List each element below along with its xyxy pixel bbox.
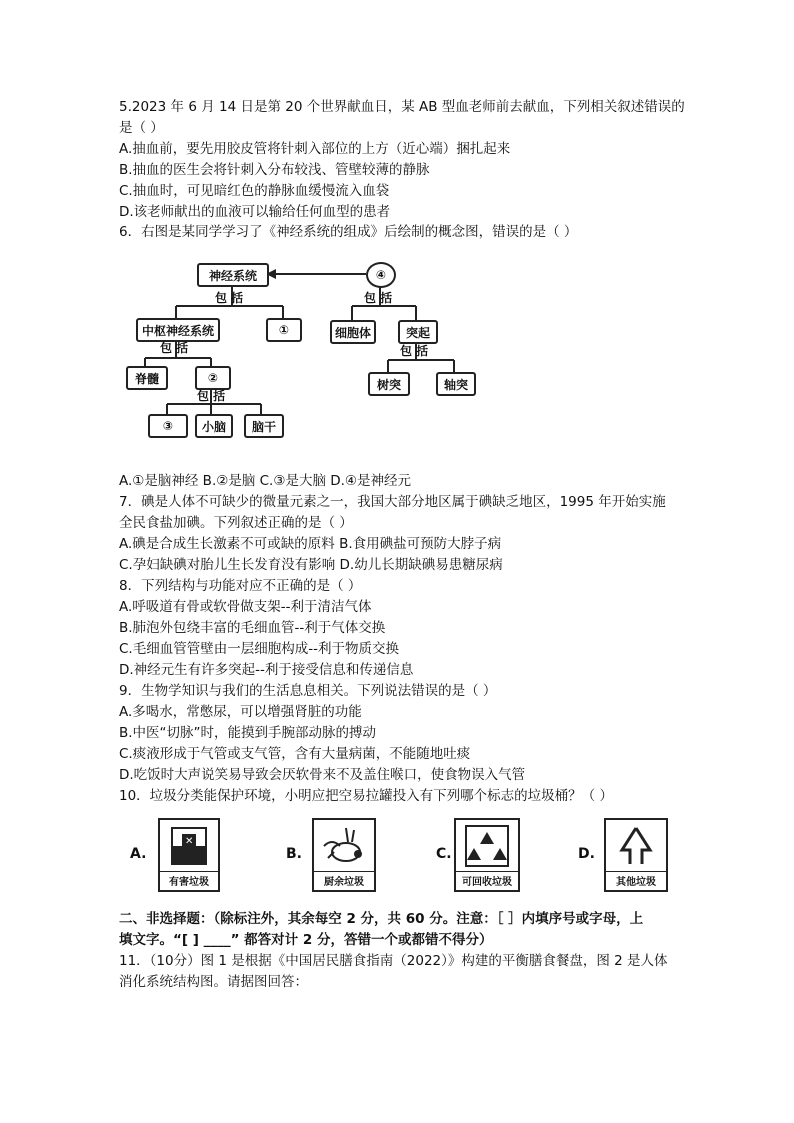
diagram-connector-lines	[0, 0, 794, 470]
node-axon: 轴突	[436, 372, 476, 396]
q5-stem-line1: 5.2023 年 6 月 14 日是第 20 个世界献血日，某 AB 型血老师前去献血，下列相关叙述错误的	[119, 99, 685, 115]
svg-text:✕: ✕	[185, 836, 194, 847]
node-process: 突起	[398, 320, 438, 344]
node-4: ④	[366, 262, 396, 288]
q8-option-b: B.肺泡外包绕丰富的毛细血管--利于气体交换	[119, 620, 386, 636]
q8-option-a: A.呼吸道有骨或软骨做支架--利于清洁气体	[119, 599, 372, 615]
bin-d-other	[604, 818, 668, 892]
q7-options-ab: A.碘是合成生长激素不可或缺的原料 B.食用碘盐可预防大脖子病	[119, 536, 502, 552]
q7-stem-line1: 7．碘是人体不可缺少的微量元素之一，我国大部分地区属于碘缺乏地区，1995 年开始实施	[119, 494, 666, 510]
q6-stem: 6．右图是某同学学习了《神经系统的组成》后绘制的概念图，错误的是（ ）	[119, 224, 578, 240]
q11-stem-line2: 消化系统结构图。请据图回答：	[119, 974, 308, 990]
node-1: ①	[266, 318, 302, 342]
q5-option-a: A.抽血前，要先用胶皮管将针刺入部位的上方（近心端）捆扎起来	[119, 141, 511, 157]
node-nervous-system: 神经系统	[197, 263, 269, 287]
label-include-1: 包 括	[215, 291, 244, 305]
q11-stem-line1: 11．（10分）图 1 是根据《中国居民膳食指南（2022）》构建的平衡膳食餐盘，图 2 是人体	[119, 953, 668, 969]
section2-instructions-line2: 填文字。“[ ] ____” 都答对计 2 分，答错一个或都错不得分）	[119, 932, 493, 948]
q6-options: A.①是脑神经 B.②是脑 C.③是大脑 D.④是神经元	[119, 473, 412, 489]
bin-d-label: 其他垃圾	[606, 871, 666, 888]
q7-options-cd: C.孕妇缺碘对胎儿生长发育没有影响 D.幼儿长期缺碘易患糖尿病	[119, 557, 503, 573]
q5-option-c: C.抽血时，可见暗红色的静脉血缓慢流入血袋	[119, 183, 390, 199]
q5-option-b: B.抽血的医生会将针刺入分布较浅、管壁较薄的静脉	[119, 162, 430, 178]
node-spinal-cord: 脊髓	[126, 366, 168, 390]
node-2: ②	[195, 366, 231, 390]
bin-b-kitchen	[312, 818, 376, 892]
section2-instructions-line1: 二、非选择题：（除标注外，其余每空 2 分，共 60 分。注意：［ ］内填序号或字母，上	[119, 911, 644, 927]
node-3: ③	[148, 414, 188, 438]
label-include-central: 包 括	[160, 341, 189, 355]
node-cell-body: 细胞体	[330, 320, 376, 344]
bin-a-label: 有害垃圾	[160, 871, 218, 888]
label-include-process: 包 括	[400, 344, 429, 358]
bin-c-letter: C.	[436, 846, 452, 862]
node-cerebellum: 小脑	[195, 414, 233, 438]
node-brainstem: 脑干	[244, 414, 284, 438]
bin-a-hazardous	[158, 818, 220, 892]
q9-stem: 9．生物学知识与我们的生活息息相关。下列说法错误的是（ ）	[119, 683, 497, 699]
q9-option-d: D.吃饭时大声说笑易导致会厌软骨来不及盖住喉口，使食物误入气管	[119, 767, 526, 783]
q9-option-c: C.痰液形成于气管或支气管，含有大量病菌，不能随地吐痰	[119, 746, 471, 762]
bin-d-letter: D.	[578, 846, 595, 862]
bin-b-letter: B.	[286, 846, 302, 862]
hazardous-waste-icon	[160, 820, 218, 874]
kitchen-waste-icon	[314, 820, 374, 874]
q8-option-c: C.毛细血管管壁由一层细胞构成--利于物质交换	[119, 641, 399, 657]
node-central-nervous-system: 中枢神经系统	[136, 318, 220, 342]
q7-stem-line2: 全民食盐加碘。下列叙述正确的是（ ）	[119, 515, 353, 531]
node-dendrite: 树突	[368, 372, 410, 396]
recycle-icon	[456, 820, 518, 874]
other-waste-icon	[606, 820, 666, 874]
label-include-4: 包 括	[364, 291, 393, 305]
label-include-2: 包 括	[197, 389, 226, 403]
bin-a-letter: A.	[130, 846, 147, 862]
q10-stem: 10．垃圾分类能保护环境，小明应把空易拉罐投入有下列哪个标志的垃圾桶？（ ）	[119, 788, 613, 804]
bin-b-label: 厨余垃圾	[314, 871, 374, 888]
bin-c-label: 可回收垃圾	[456, 871, 518, 888]
q9-option-a: A.多喝水，常憋尿，可以增强肾脏的功能	[119, 704, 362, 720]
q5-option-d: D.该老师献出的血液可以输给任何血型的患者	[119, 204, 391, 220]
q8-stem: 8．下列结构与功能对应不正确的是（ ）	[119, 578, 362, 594]
q5-stem-line2: 是（ ）	[119, 120, 164, 136]
bin-c-recyclable	[454, 818, 520, 892]
q9-option-b: B.中医“切脉”时，能摸到手腕部动脉的搏动	[119, 725, 377, 741]
q8-option-d: D.神经元生有许多突起--利于接受信息和传递信息	[119, 662, 414, 678]
